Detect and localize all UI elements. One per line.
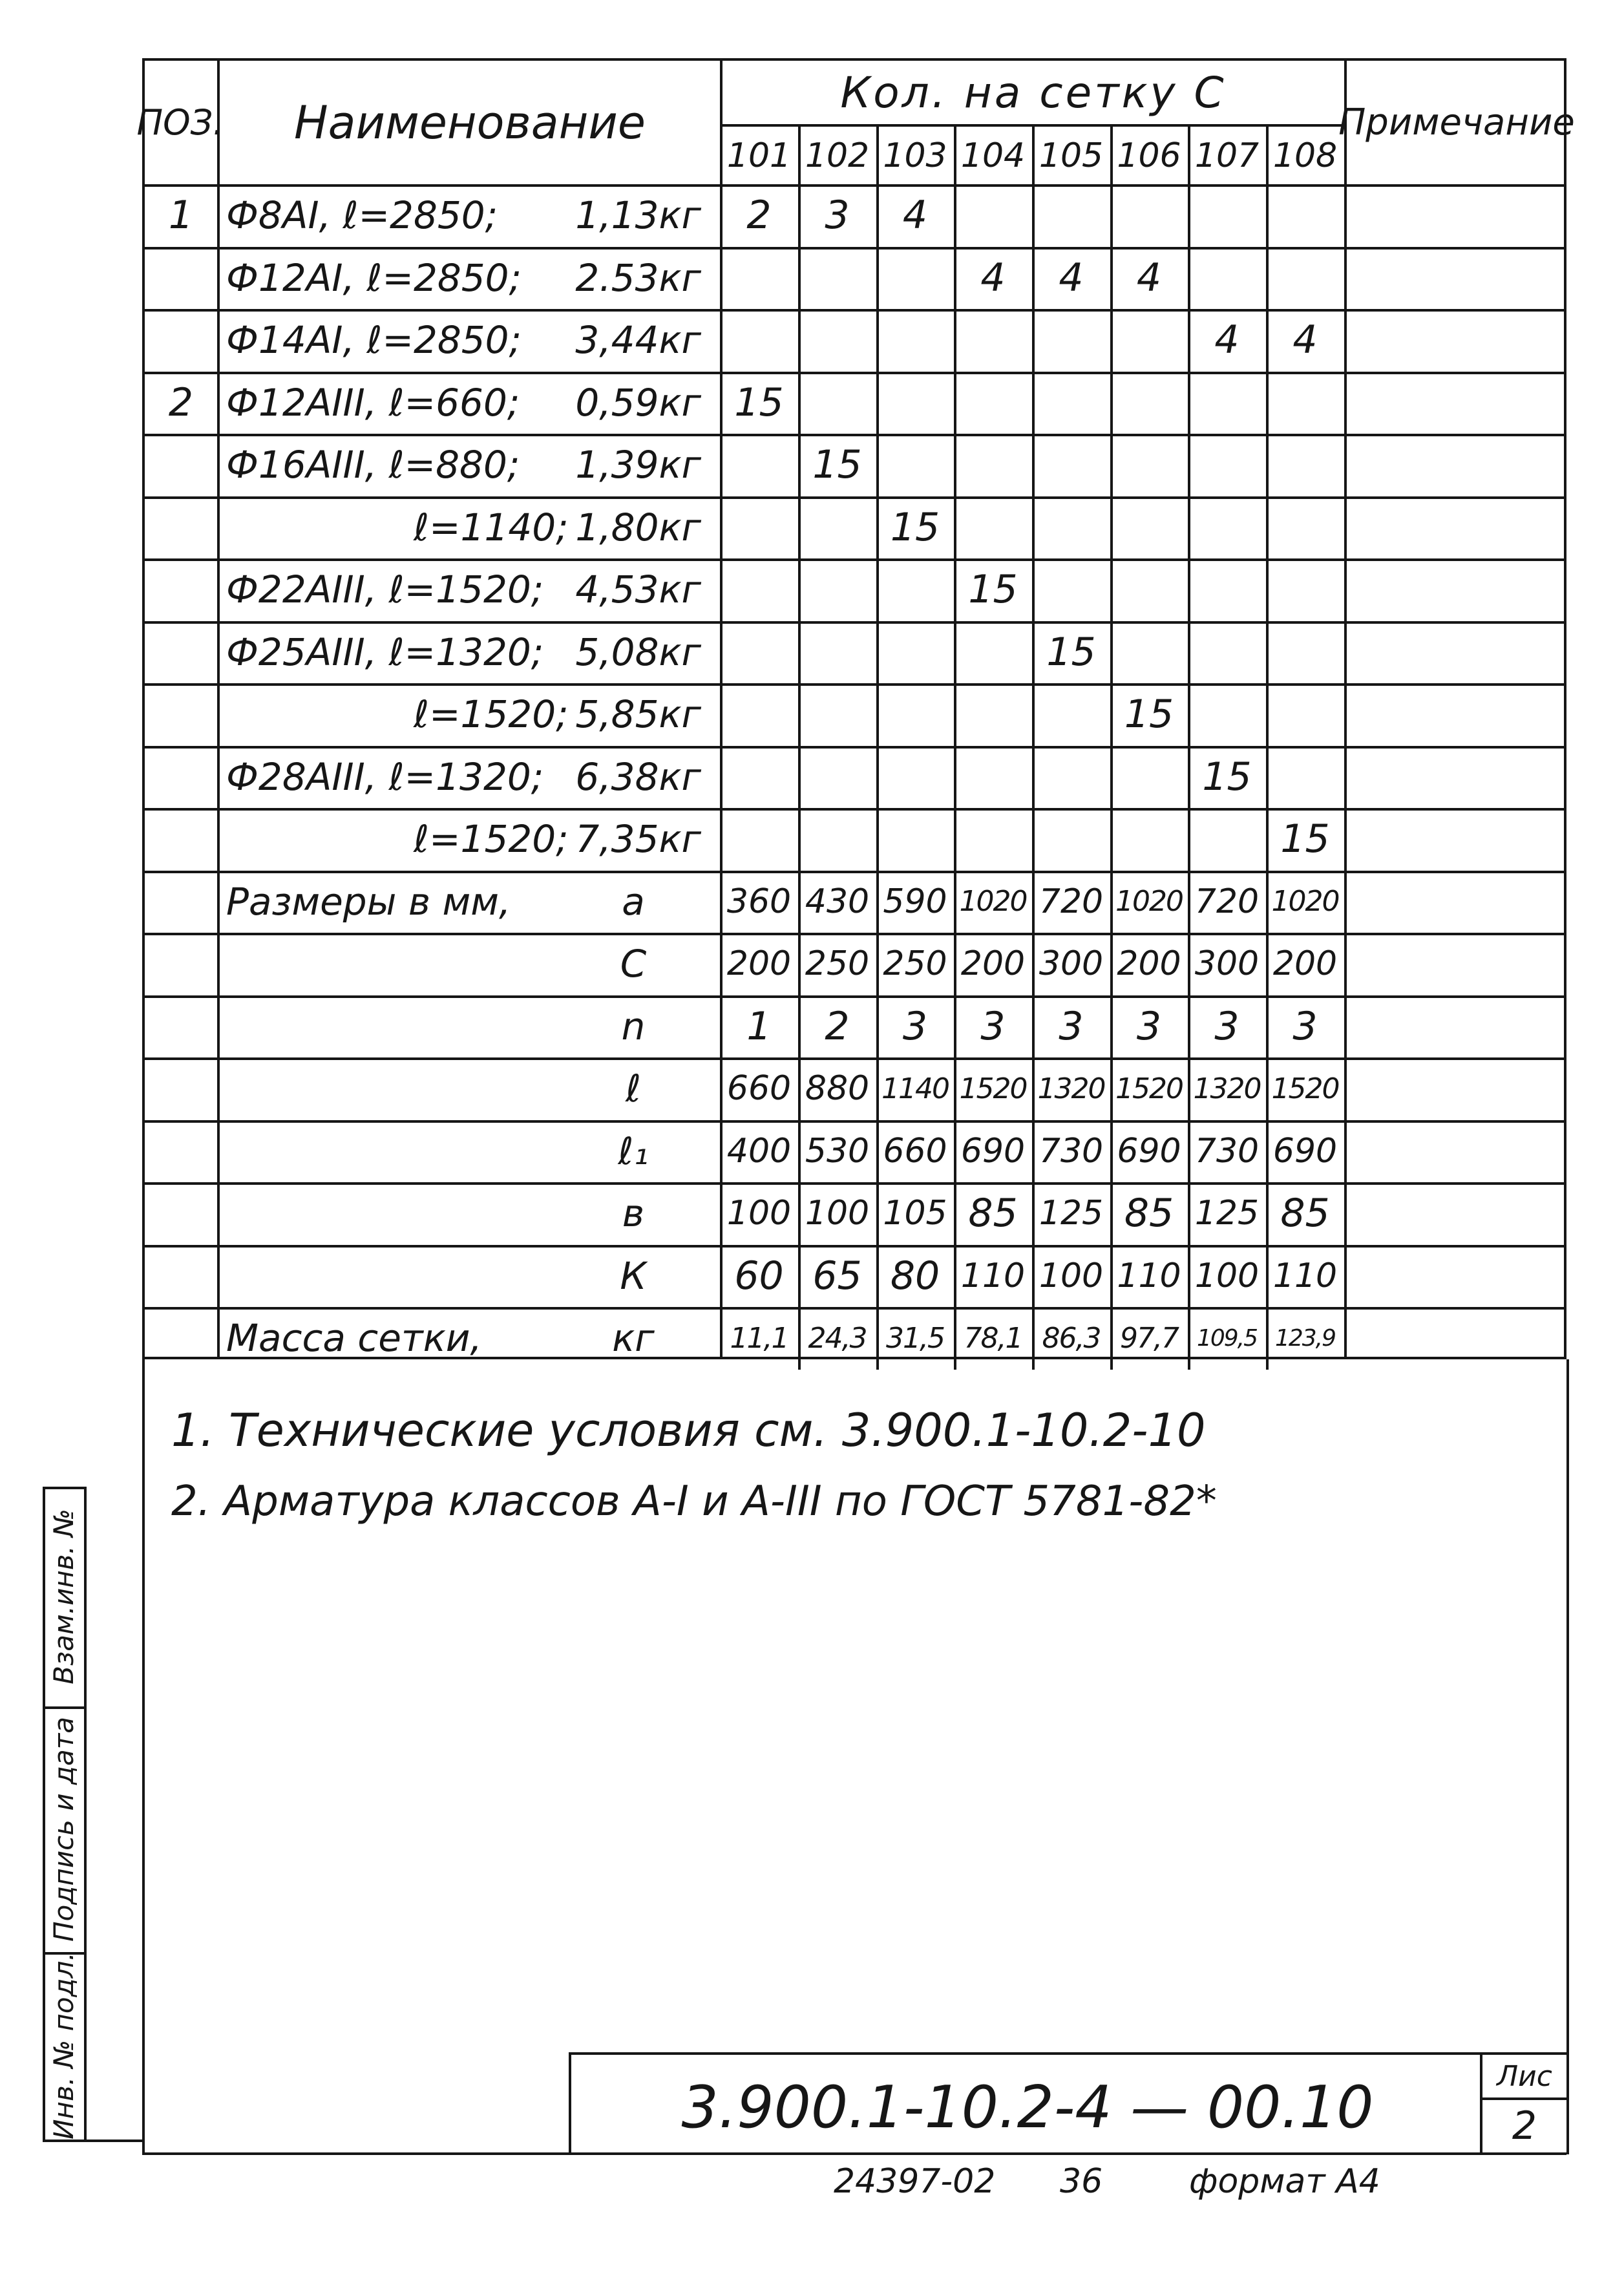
row-name: Ф22АIII, ℓ=1520; <box>226 568 544 612</box>
qty-cell-108 <box>1266 434 1344 496</box>
row-mass: в <box>622 1191 645 1236</box>
qty-cell-106: 1020 <box>1115 885 1183 919</box>
qty-cell-103: 31,5 <box>886 1321 944 1355</box>
qty-cell-107 <box>1188 683 1266 746</box>
qty-cell-106 <box>1110 808 1188 871</box>
qty-cell-107 <box>1188 247 1266 310</box>
qty-cell-108 <box>1266 247 1344 310</box>
qty-cell-107 <box>1188 496 1266 559</box>
row-name: Ф14АI, ℓ=2850; <box>226 318 522 363</box>
row-pos <box>145 558 217 621</box>
qty-cell-106 <box>1110 558 1188 621</box>
qty-cell-104 <box>954 746 1032 809</box>
row-pos <box>145 1245 217 1308</box>
col-header-102: 102 <box>805 136 870 175</box>
qty-cell-102: 24,3 <box>808 1321 867 1355</box>
qty-cell-108 <box>1266 621 1344 684</box>
row-name: Ф12АI, ℓ=2850; <box>226 255 522 300</box>
qty-cell-106 <box>1110 372 1188 434</box>
qty-cell-102: 530 <box>805 1131 870 1171</box>
qty-cell-108 <box>1266 496 1344 559</box>
qty-cell-105: 4 <box>1059 255 1084 301</box>
qty-cell-106 <box>1110 746 1188 809</box>
qty-cell-108: 3 <box>1292 1003 1318 1049</box>
qty-cell-101: 400 <box>726 1131 792 1171</box>
row-mass: К <box>620 1253 647 1298</box>
footer-format: формат А4 <box>1189 2162 1380 2201</box>
qty-cell-105: 1320 <box>1037 1072 1105 1105</box>
qty-cell-103: 3 <box>902 1003 928 1049</box>
row-pos <box>145 434 217 496</box>
qty-cell-106: 690 <box>1117 1131 1181 1171</box>
qty-cell-104 <box>954 621 1032 684</box>
qty-cell-107: 1320 <box>1193 1072 1261 1105</box>
row-pos <box>145 995 217 1058</box>
row-mass: 5,85кг <box>575 692 701 737</box>
qty-cell-101: 60 <box>734 1253 784 1299</box>
qty-cell-103 <box>876 372 954 434</box>
qty-cell-105: 15 <box>1046 629 1096 675</box>
qty-cell-107 <box>1188 184 1266 247</box>
qty-cell-104 <box>954 683 1032 746</box>
col-header-104: 104 <box>960 136 1026 175</box>
qty-cell-101 <box>720 808 798 871</box>
qty-cell-107 <box>1188 808 1266 871</box>
row-pos <box>145 1307 217 1370</box>
qty-cell-107: 15 <box>1202 754 1252 800</box>
qty-cell-104: 200 <box>960 944 1026 984</box>
col-header-105: 105 <box>1039 136 1104 175</box>
qty-cell-103: 4 <box>902 193 928 239</box>
qty-cell-107 <box>1188 434 1266 496</box>
qty-cell-107 <box>1188 372 1266 434</box>
row-pos <box>145 1120 217 1183</box>
qty-cell-108: 15 <box>1280 816 1330 862</box>
row-mass: 1,39кг <box>575 443 701 487</box>
qty-cell-108: 4 <box>1292 317 1318 363</box>
qty-cell-107: 125 <box>1194 1194 1260 1233</box>
qty-cell-102: 100 <box>805 1194 870 1233</box>
qty-cell-108 <box>1266 683 1344 746</box>
qty-cell-103 <box>876 309 954 372</box>
row-name: Ф16АIII, ℓ=880; <box>226 443 520 487</box>
qty-cell-103: 660 <box>883 1131 947 1171</box>
qty-cell-107 <box>1188 558 1266 621</box>
qty-cell-104 <box>954 372 1032 434</box>
qty-cell-107: 720 <box>1194 882 1260 921</box>
qty-cell-106: 200 <box>1117 944 1181 984</box>
qty-cell-104: 78,1 <box>964 1321 1022 1355</box>
qty-cell-101: 360 <box>726 882 792 921</box>
col-header-103: 103 <box>883 136 947 175</box>
qty-cell-105 <box>1032 808 1110 871</box>
qty-cell-102: 3 <box>825 193 850 239</box>
qty-cell-104: 1520 <box>959 1072 1027 1105</box>
row-mass: 6,38кг <box>575 754 701 799</box>
qty-cell-101: 200 <box>726 944 792 984</box>
qty-cell-105: 720 <box>1039 882 1104 921</box>
qty-cell-105: 730 <box>1039 1131 1104 1171</box>
row-pos <box>145 247 217 310</box>
footer-page: 36 <box>1060 2162 1103 2201</box>
qty-cell-102 <box>798 683 876 746</box>
qty-cell-101 <box>720 496 798 559</box>
qty-cell-104: 690 <box>960 1131 1026 1171</box>
qty-cell-107: 3 <box>1214 1003 1239 1049</box>
qty-cell-102 <box>798 746 876 809</box>
qty-cell-101: 11,1 <box>730 1321 788 1355</box>
qty-cell-102 <box>798 247 876 310</box>
qty-cell-104 <box>954 309 1032 372</box>
qty-cell-103 <box>876 621 954 684</box>
title-block-top <box>569 2052 1566 2055</box>
row-pos <box>145 1182 217 1245</box>
qty-cell-105 <box>1032 372 1110 434</box>
qty-cell-108 <box>1266 558 1344 621</box>
side-strip-border <box>84 1487 87 2140</box>
qty-cell-106 <box>1110 184 1188 247</box>
qty-cell-102: 65 <box>812 1253 862 1299</box>
frame-right <box>1566 1359 1569 2154</box>
qty-cell-103: 590 <box>883 882 947 921</box>
row-mass: ℓ₁ <box>618 1129 649 1173</box>
row-name: ℓ=1520; <box>414 692 569 737</box>
side-label-signature-date: Подпись и дата <box>47 1717 79 1942</box>
row-mass: а <box>622 879 645 924</box>
frame-bottom <box>142 2152 1566 2155</box>
qty-cell-101: 660 <box>726 1069 792 1109</box>
qty-cell-101 <box>720 621 798 684</box>
row-name: Ф12АIII, ℓ=660; <box>226 380 520 425</box>
qty-cell-102: 15 <box>812 442 862 488</box>
row-mass: 0,59кг <box>575 380 701 425</box>
qty-cell-104 <box>954 496 1032 559</box>
qty-cell-106 <box>1110 309 1188 372</box>
qty-cell-101: 100 <box>726 1194 792 1233</box>
qty-cell-107: 300 <box>1194 944 1260 984</box>
frame-left <box>142 1359 145 2154</box>
qty-cell-106: 110 <box>1117 1256 1181 1295</box>
row-pos <box>145 683 217 746</box>
header-qty: Кол. на сетку С <box>840 67 1227 118</box>
row-name: Размеры в мм, <box>226 879 511 924</box>
qty-cell-106: 85 <box>1124 1191 1174 1237</box>
row-mass: 7,35кг <box>575 817 701 862</box>
col-header-107: 107 <box>1194 136 1260 175</box>
row-name: ℓ=1520; <box>414 817 569 862</box>
qty-cell-108: 123,9 <box>1274 1324 1336 1352</box>
qty-cell-105 <box>1032 746 1110 809</box>
side-label-replaces: Взам.инв. № <box>47 1509 79 1684</box>
qty-cell-105: 86,3 <box>1042 1321 1101 1355</box>
qty-cell-103: 1140 <box>881 1072 949 1105</box>
qty-cell-101 <box>720 309 798 372</box>
header-note: Примечание <box>1338 101 1575 143</box>
row-mass: 5,08кг <box>575 630 701 674</box>
qty-cell-103 <box>876 434 954 496</box>
row-pos <box>145 496 217 559</box>
qty-cell-102: 430 <box>805 882 870 921</box>
qty-cell-102 <box>798 558 876 621</box>
row-name: Ф28АIII, ℓ=1320; <box>226 754 544 799</box>
qty-cell-102: 880 <box>805 1069 870 1109</box>
qty-cell-104: 1020 <box>959 885 1027 919</box>
qty-cell-101: 15 <box>734 379 784 425</box>
row-pos <box>145 871 217 933</box>
footer-number: 24397-02 <box>834 2162 996 2201</box>
qty-cell-105: 3 <box>1059 1003 1084 1049</box>
qty-cell-104 <box>954 808 1032 871</box>
row-mass: ℓ <box>626 1067 641 1111</box>
qty-cell-106 <box>1110 621 1188 684</box>
row-pos <box>145 621 217 684</box>
note-2: 2. Арматура классов А-I и А-III по ГОСТ 5781-82* <box>171 1477 1217 1525</box>
qty-cell-105 <box>1032 309 1110 372</box>
qty-cell-101 <box>720 558 798 621</box>
qty-cell-103 <box>876 746 954 809</box>
row-mass: 4,53кг <box>575 568 701 612</box>
qty-cell-108 <box>1266 746 1344 809</box>
header-name: Наименование <box>294 96 646 149</box>
side-label-original-inv: Инв. № подл. <box>47 1952 79 2140</box>
qty-cell-102 <box>798 372 876 434</box>
row-name: Масса сетки, <box>226 1316 482 1361</box>
qty-cell-104: 3 <box>980 1003 1006 1049</box>
row-name: Ф8АI, ℓ=2850; <box>226 193 498 238</box>
qty-cell-106: 3 <box>1136 1003 1162 1049</box>
qty-cell-105 <box>1032 683 1110 746</box>
title-block-left <box>569 2052 571 2152</box>
row-mass: кг <box>612 1316 655 1361</box>
qty-cell-108: 1020 <box>1271 885 1339 919</box>
qty-cell-101 <box>720 434 798 496</box>
qty-cell-106: 1520 <box>1115 1072 1183 1105</box>
qty-cell-106: 15 <box>1124 692 1174 738</box>
row-pos <box>145 309 217 372</box>
frame-line <box>43 2140 142 2142</box>
qty-cell-107: 4 <box>1214 317 1239 363</box>
qty-cell-107: 100 <box>1194 1256 1260 1295</box>
row-mass: 2.53кг <box>575 255 701 300</box>
qty-cell-103: 80 <box>890 1253 940 1299</box>
row-pos: 1 <box>168 193 194 239</box>
qty-cell-107: 730 <box>1194 1131 1260 1171</box>
qty-cell-103: 250 <box>883 944 947 984</box>
sheet-label: Лис <box>1497 2060 1552 2093</box>
col-header-101: 101 <box>726 136 792 175</box>
qty-cell-105: 100 <box>1039 1256 1104 1295</box>
row-pos <box>145 1057 217 1120</box>
qty-cell-104: 4 <box>980 255 1006 301</box>
header-pos: ПОЗ. <box>136 102 224 143</box>
qty-cell-106: 97,7 <box>1120 1321 1178 1355</box>
sheet-number: 2 <box>1512 2103 1537 2149</box>
row-pos <box>145 746 217 809</box>
qty-cell-104: 110 <box>960 1256 1026 1295</box>
note-1: 1. Технические условия см. 3.900.1-10.2-10 <box>171 1403 1206 1457</box>
row-pos <box>145 933 217 995</box>
qty-cell-105 <box>1032 558 1110 621</box>
qty-cell-101 <box>720 683 798 746</box>
document-code: 3.900.1-10.2-4 — 00.10 <box>681 2073 1374 2141</box>
qty-cell-102 <box>798 309 876 372</box>
qty-cell-101 <box>720 746 798 809</box>
qty-cell-101: 2 <box>746 193 772 239</box>
qty-cell-103: 15 <box>890 504 940 550</box>
qty-cell-108: 690 <box>1272 1131 1338 1171</box>
qty-cell-105: 125 <box>1039 1194 1104 1233</box>
qty-cell-105 <box>1032 184 1110 247</box>
qty-cell-106 <box>1110 496 1188 559</box>
qty-cell-104: 15 <box>968 567 1018 613</box>
divider <box>217 58 220 1359</box>
qty-cell-108 <box>1266 184 1344 247</box>
row-name: ℓ=1140; <box>414 505 569 549</box>
qty-cell-103 <box>876 808 954 871</box>
qty-cell-107 <box>1188 621 1266 684</box>
qty-cell-105: 300 <box>1039 944 1104 984</box>
row-mass: 1,13кг <box>575 193 701 238</box>
qty-cell-105 <box>1032 496 1110 559</box>
qty-cell-104 <box>954 434 1032 496</box>
qty-cell-103: 105 <box>883 1194 947 1233</box>
row-mass: n <box>621 1004 646 1048</box>
row-name: Ф25АIII, ℓ=1320; <box>226 630 544 674</box>
qty-cell-108: 85 <box>1280 1191 1330 1237</box>
qty-cell-108: 110 <box>1272 1256 1338 1295</box>
qty-cell-106: 4 <box>1136 255 1162 301</box>
qty-cell-101 <box>720 247 798 310</box>
qty-cell-102: 250 <box>805 944 870 984</box>
qty-cell-104 <box>954 184 1032 247</box>
qty-cell-102 <box>798 496 876 559</box>
qty-cell-108 <box>1266 372 1344 434</box>
qty-cell-105 <box>1032 434 1110 496</box>
col-header-106: 106 <box>1117 136 1181 175</box>
row-pos: 2 <box>168 379 194 425</box>
qty-cell-103 <box>876 558 954 621</box>
qty-cell-102 <box>798 808 876 871</box>
qty-cell-106 <box>1110 434 1188 496</box>
qty-cell-102 <box>798 621 876 684</box>
row-pos <box>145 808 217 871</box>
divider <box>1344 58 1347 1359</box>
qty-cell-103 <box>876 247 954 310</box>
qty-cell-107: 109,5 <box>1196 1324 1258 1352</box>
qty-cell-102: 2 <box>825 1003 850 1049</box>
qty-cell-108: 1520 <box>1271 1072 1339 1105</box>
qty-cell-101: 1 <box>746 1003 772 1049</box>
qty-cell-103 <box>876 683 954 746</box>
row-mass: С <box>620 942 647 986</box>
qty-cell-108: 200 <box>1272 944 1338 984</box>
col-header-108: 108 <box>1272 136 1338 175</box>
qty-cell-104: 85 <box>968 1191 1018 1237</box>
row-mass: 3,44кг <box>575 318 701 363</box>
row-mass: 1,80кг <box>575 505 701 549</box>
